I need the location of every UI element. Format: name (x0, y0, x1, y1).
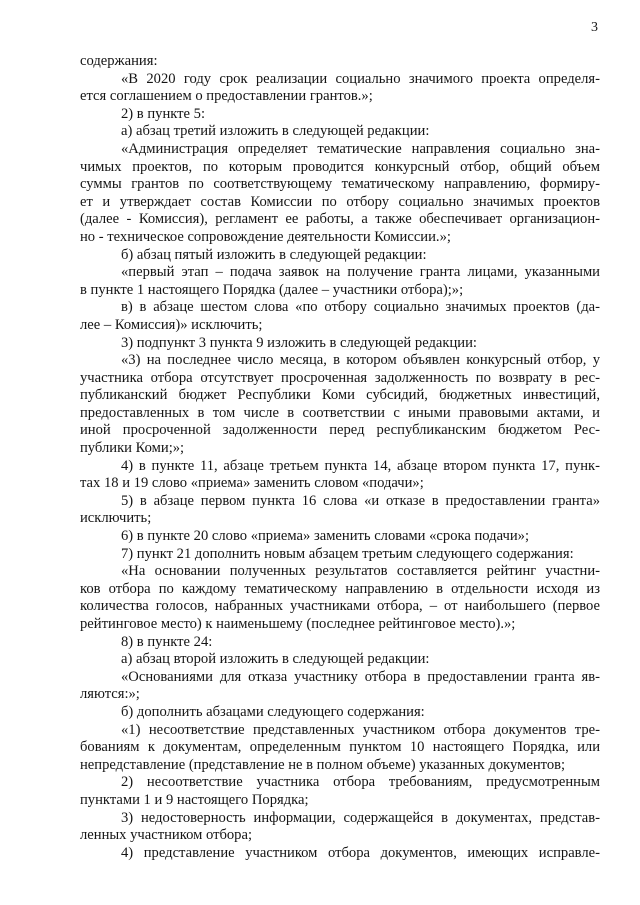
text-line: «3) на последнее число месяца, в котором объявлен конкурсный отбор, у (121, 352, 600, 369)
text-line: рейтинговое место) к наименьшему (последнее рейтинговое место).»; (80, 616, 516, 632)
paragraph (80, 704, 600, 722)
page-number: 3 (591, 20, 598, 35)
paragraph (80, 141, 600, 247)
text-line: в) в абзаце шестом слова «по отбору социально значимых проектов (да- (121, 299, 600, 316)
text-line: публиканский бюджет Республики Коми субсидий, бюджетных инвестиций, (80, 387, 600, 404)
document-body (80, 53, 600, 862)
paragraph (80, 352, 600, 458)
text-line: пунктами 1 и 9 настоящего Порядка; (80, 791, 309, 808)
text-line: 6) в пункте 20 слово «приема» заменить словами «срока подачи»; (121, 528, 529, 545)
paragraph (80, 722, 600, 775)
text-line: участника отбора отсутствует просроченная задолженность по возврату в рес- (80, 369, 600, 386)
paragraph (80, 546, 600, 564)
paragraph (80, 528, 600, 546)
text-line: ков отбора по каждому тематическому направлению в отдельности исходя из (80, 580, 600, 597)
text-line: в пункте 1 настоящего Порядка (далее – участники отбора);»; (80, 281, 464, 298)
paragraph (80, 669, 600, 704)
text-line: 2) в пункте 5: (121, 105, 206, 122)
text-line: чимых проектов, по которым проводится конкурсный отбор, общий объем (80, 158, 600, 175)
paragraph (80, 651, 600, 669)
text-line: 2) несоответствие участника отбора требованиям, предусмотренным (121, 774, 600, 791)
text-line: бованиям к документам, определенным пунктом 10 настоящего Порядка, или (80, 739, 600, 756)
paragraph (80, 774, 600, 809)
text-line: б) дополнить абзацами следующего содержания: (121, 703, 425, 720)
text-line: «1) несоответствие представленных участником отбора документов тре- (121, 721, 600, 738)
text-line: ет и утверждает состав Комиссии по отбору социально значимых проектов (80, 193, 600, 210)
text-line: суммы грантов по соответствующему тематическому направлению, формиру- (80, 176, 600, 193)
paragraph (80, 634, 600, 652)
text-line: (далее - Комиссия), регламент ее работы, а также обеспечивает организацион- (80, 211, 600, 228)
text-line: ленных участником отбора; (80, 827, 253, 844)
text-line: содержания: (80, 53, 158, 69)
paragraph (80, 247, 600, 265)
paragraph (80, 458, 600, 493)
text-line: 4) в пункте 11, абзаце третьем пункта 14, абзаце втором пункта 17, пунк- (121, 457, 600, 474)
text-line: «первый этап – подача заявок на получение гранта лицами, указанными (121, 264, 600, 281)
text-line: б) абзац пятый изложить в следующей редакции: (121, 246, 427, 263)
text-line: 8) в пункте 24: (121, 633, 213, 650)
text-line: но - техническое сопровождение деятельности Комиссии.»; (80, 228, 451, 245)
text-line: ляются:»; (80, 686, 140, 703)
paragraph (80, 53, 600, 71)
text-line: 7) пункт 21 дополнить новым абзацем третьим следующего содержания: (121, 545, 574, 562)
text-line: «Основаниями для отказа участнику отбора в предоставлении гранта яв- (121, 668, 600, 685)
text-line: предоставленных в том числе в соответствии с иными правовыми актами, и (80, 404, 600, 421)
text-line: лее – Комиссия)» исключить; (80, 316, 263, 333)
paragraph (80, 493, 600, 528)
paragraph (80, 563, 600, 633)
text-line: 5) в абзаце первом пункта 16 слова «и отказе в предоставлении гранта» (121, 492, 600, 509)
text-line: тах 18 и 19 слово «приема» заменить словом «подачи»; (80, 475, 424, 492)
paragraph (80, 335, 600, 353)
text-line: «На основании полученных результатов составляется рейтинг участни- (121, 563, 600, 580)
paragraph (80, 123, 600, 141)
text-line: 4) представление участником отбора документов, имеющих исправле- (121, 844, 600, 861)
text-line: иной просроченной задолженности перед республиканским бюджетом Рес- (80, 422, 600, 439)
paragraph (80, 810, 600, 845)
paragraph (80, 71, 600, 106)
text-line: исключить; (80, 510, 152, 527)
text-line: а) абзац второй изложить в следующей редакции: (121, 651, 430, 668)
text-line: «В 2020 году срок реализации социально значимого проекта определя- (121, 70, 600, 87)
text-line: 3) подпункт 3 пункта 9 изложить в следующей редакции: (121, 334, 477, 351)
text-line: непредставление (представление не в полном объеме) указанных документов; (80, 756, 566, 773)
text-line: а) абзац третий изложить в следующей редакции: (121, 123, 430, 140)
paragraph (80, 264, 600, 299)
text-line: «Администрация определяет тематические направления социально зна- (121, 140, 600, 157)
text-line: 3) недостоверность информации, содержащейся в документах, представ- (121, 809, 600, 826)
text-line: количества голосов, набранных участниками отбора, – от наибольшего (первое (80, 598, 600, 615)
paragraph (80, 106, 600, 124)
paragraph (80, 299, 600, 334)
text-line: публики Коми;»; (80, 440, 185, 457)
paragraph (80, 845, 600, 863)
text-line: ется соглашением о предоставлении грантов.»; (80, 88, 373, 105)
